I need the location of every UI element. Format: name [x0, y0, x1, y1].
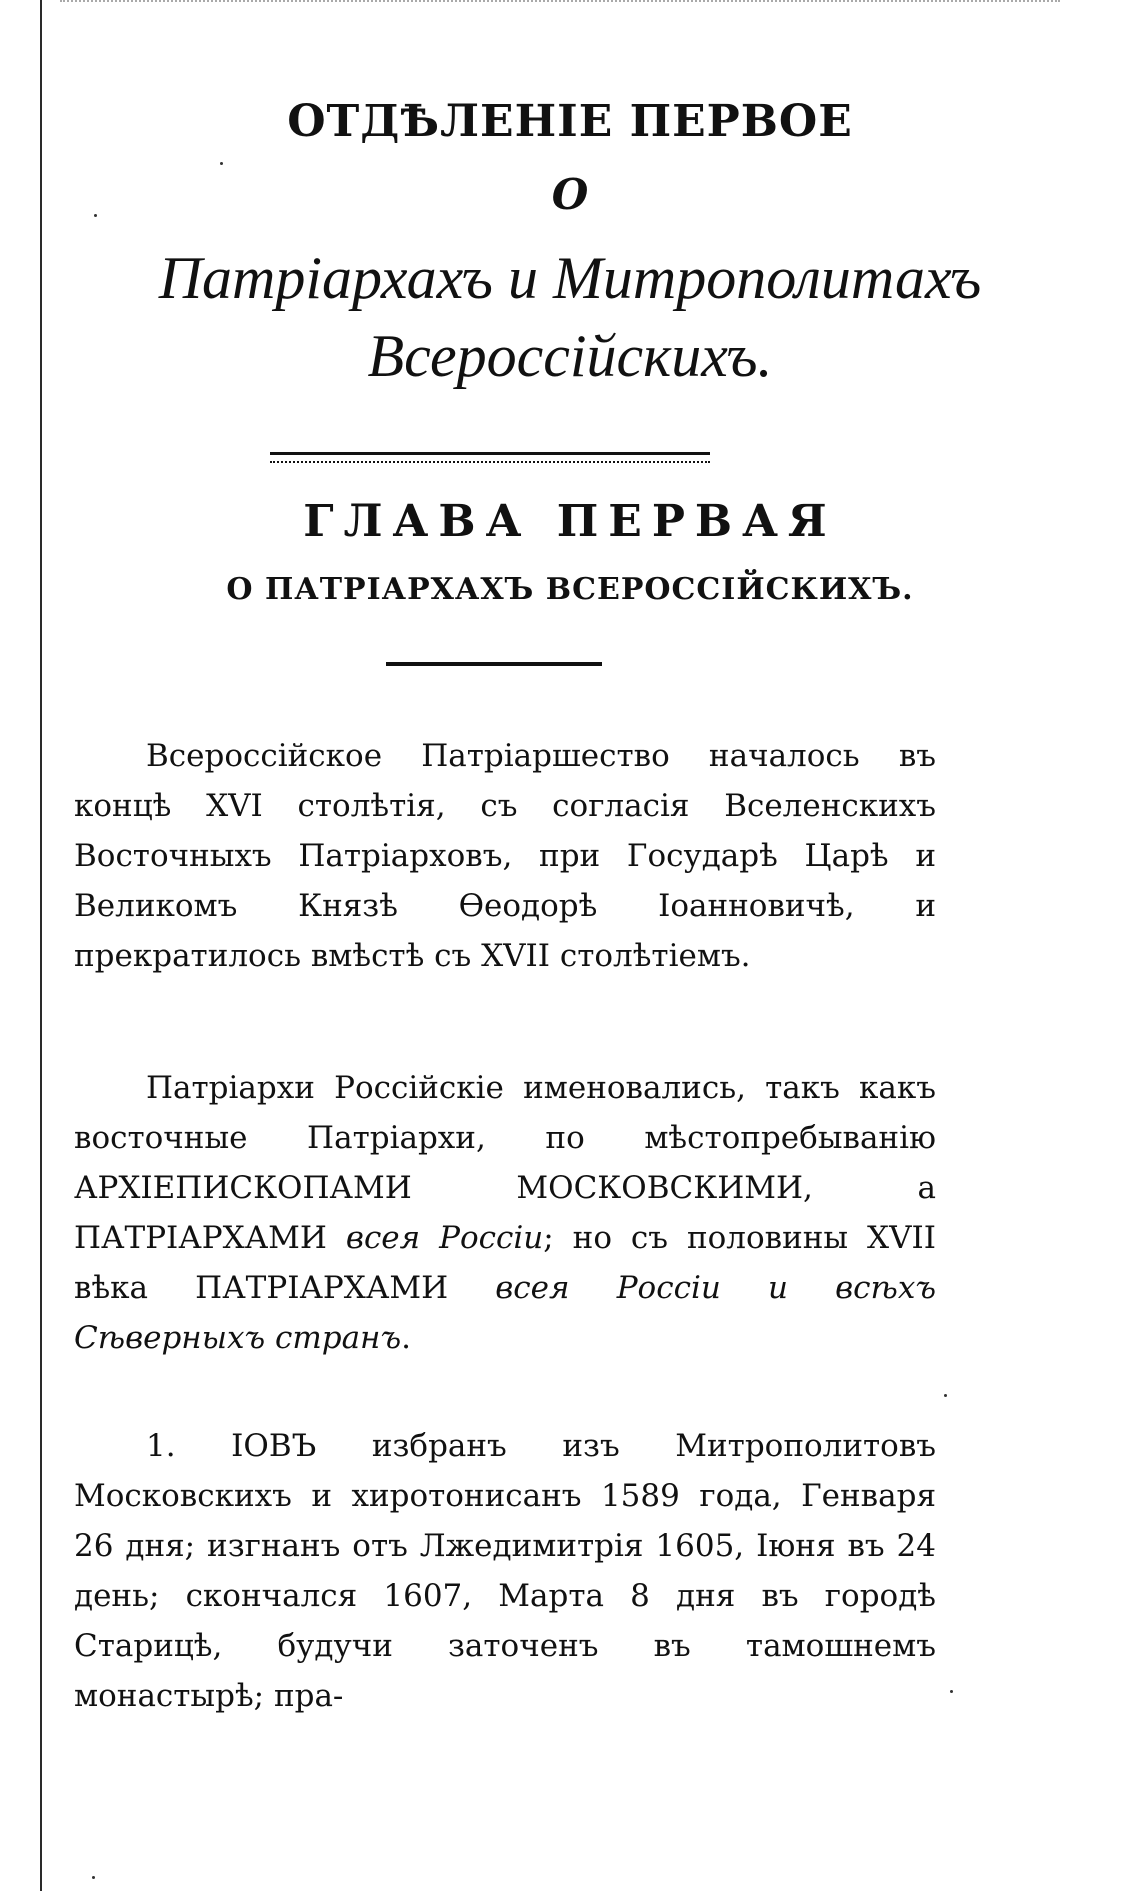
paragraph-titles-italic2: всея Россіи и всѣхъ Сѣверныхъ странъ — [74, 1270, 936, 1356]
paragraph-job-entry: 1. ІОВЪ избранъ изъ Митрополитовъ Московскихъ и хиротонисанъ 1589 года, Генваря 26 дня; изгнанъ отъ Лжедимитрія 1605, Іюня въ 24 день; скончался 1607, Марта 8 дня въ городѣ Старицѣ, будучи заточенъ въ тамошнемъ монастырѣ; пра- — [74, 1428, 936, 1714]
top-edge-marks — [60, 0, 1060, 8]
chapter-title: ГЛАВА ПЕРВАЯ — [303, 496, 837, 547]
print-speck — [92, 1876, 95, 1879]
ornamental-rule — [270, 452, 710, 463]
paragraph-titles — [74, 1063, 936, 1363]
print-speck — [950, 1690, 953, 1693]
section-subtitle-line1: Патріархахъ и Митрополитахъ — [158, 245, 982, 311]
print-speck — [220, 162, 223, 165]
section-heading: ОТДѢЛЕНІЕ ПЕРВОЕ — [287, 96, 853, 147]
paragraph-titles-italic1: всея Россіи — [345, 1220, 544, 1256]
paragraph-titles-end: . — [401, 1320, 411, 1356]
print-speck — [944, 1394, 947, 1397]
chapter-rule — [386, 662, 602, 666]
paragraph-titles-part2: ; но съ половины XVII вѣка ПАТРІАРХАМИ — [74, 1220, 936, 1306]
section-subtitle-line2: Всероссійскихъ. — [367, 323, 773, 389]
paragraph-intro: Всероссійское Патріаршество началось въ концѣ XVI столѣтія, съ согласія Вселенскихъ Восточныхъ Патріарховъ, при Государѣ Царѣ и Великомъ Князѣ Ѳеодорѣ Іоанновичѣ, и прекратилось вмѣстѣ съ XVII столѣтіемъ. — [74, 738, 936, 974]
section-preposition: О — [551, 170, 589, 219]
chapter-subtitle: О ПАТРІАРХАХЪ ВСЕРОССІЙСКИХЪ. — [226, 572, 914, 607]
paragraph-titles-part1: Патріархи Россійскіе именовались, такъ какъ восточные Патріархи, по мѣстопребыванію АРХІЕПИСКОПАМИ МОСКОВСКИМИ, а ПАТРІАРХАМИ — [74, 1070, 936, 1256]
print-speck — [94, 214, 97, 217]
